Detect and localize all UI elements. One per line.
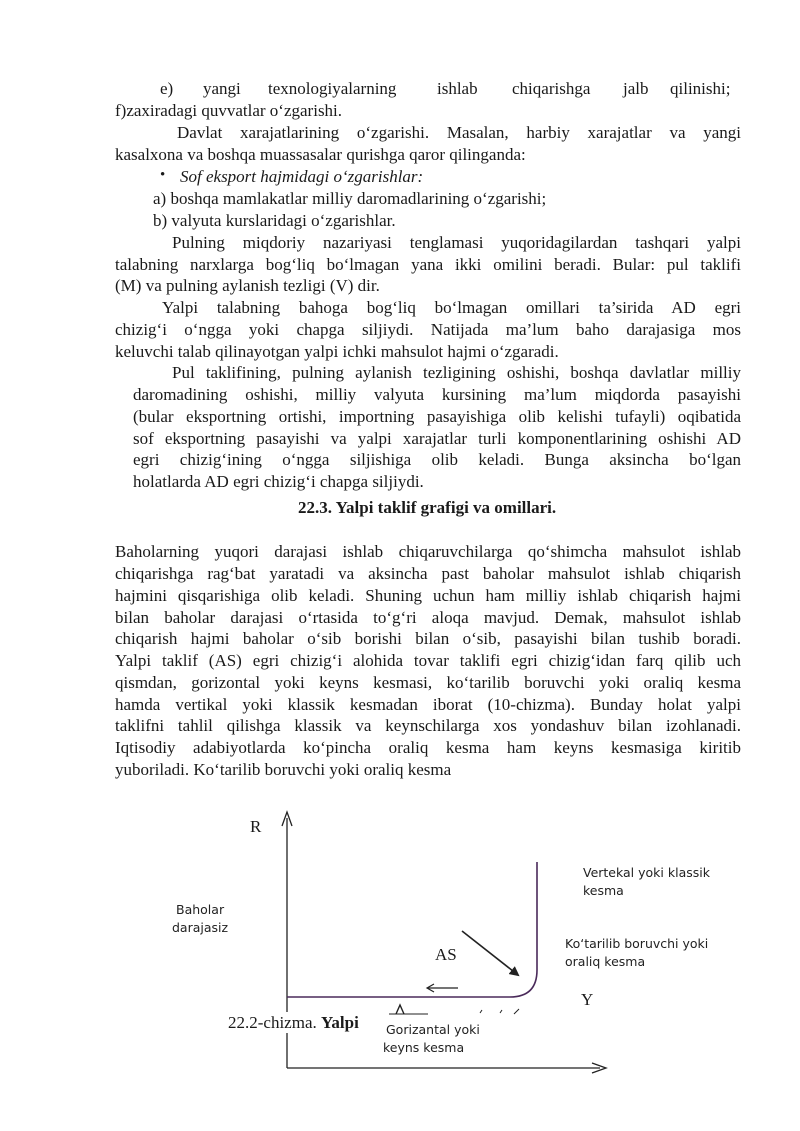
text-line: qismdan, gorizontal yoki keyns kesmasi, ko‘tarilib boruvchi yoki oraliq kesma: [115, 673, 741, 692]
text-line: Yalpi taklif (AS) egri chizig‘i alohida tovar taklifi egri chizig‘idan farq qilib uch: [115, 651, 741, 670]
text-line: holatlarda AD egri chizig‘i chapga siljiydi.: [133, 472, 424, 491]
text-line: yuboriladi. Ko‘tarilib boruvchi yoki oraliq kesma: [115, 760, 452, 779]
text-line: hamda vertikal yoki klassik kesmadan iborat (10-chizma). Bunday holat yalpi: [115, 695, 741, 714]
text-line: ishlab: [437, 79, 478, 98]
caption-glyph-fragment: [514, 1009, 519, 1014]
price-level-label: darajasiz: [172, 920, 229, 935]
text-line: yangi: [203, 79, 241, 98]
list-item: a) boshqa mamlakatlar milliy daromadlarining o‘zgarishi;: [153, 189, 547, 208]
text-line: Davlat xarajatlarining o‘zgarishi. Masalan, harbiy xarajatlar va yangi: [177, 123, 741, 142]
text-line: qilinishi;: [670, 79, 731, 98]
vertical-section-label: kesma: [583, 883, 624, 898]
list-item: b) valyuta kurslaridagi o‘zgarishlar.: [153, 211, 396, 230]
y-axis-label: R: [250, 817, 262, 836]
text-line: Baholarning yuqori darajasi ishlab chiqaruvchilarga qo‘shimcha mahsulot ishlab: [115, 542, 741, 561]
text-line: taklifni tahlil qilishga klassik va keynschilarga xos yondashuv bilan izohlanadi.: [115, 716, 741, 735]
section-heading: 22.3. Yalpi taklif grafigi va omillari.: [298, 498, 557, 517]
text-line: kasalxona va boshqa muassasalar qurishga qaror qilinganda:: [115, 145, 526, 164]
rising-section-label: oraliq kesma: [565, 954, 646, 969]
text-line: hajmini qisqarishiga olib keladi. Shuning uchun ham milliy ishlab chiqarish hajmi: [115, 586, 741, 605]
caption-number: 22.2-chizma.: [228, 1013, 317, 1032]
text-line: talabning narxlarga bog‘liq bo‘lmagan yana ikki omilini beradi. Bular: pul taklifi: [115, 255, 741, 274]
x-axis-label: Y: [581, 990, 594, 1009]
text-line: chiqarishga: [512, 79, 591, 98]
text-line: sof eksportning pasayishi va yalpi xarajatlar turli komponentlarining oshishi AD: [133, 429, 741, 448]
caption-title: Yalpi: [321, 1013, 359, 1032]
text-line: jalb: [623, 79, 649, 98]
caption-glyph-fragment: [480, 1010, 482, 1013]
horizontal-section-label: Gorizantal yoki: [386, 1022, 480, 1037]
text-line: (bular eksportning ortishi, importning pasayishiga olib kelishi tufayli) oqibatida: [133, 407, 741, 426]
text-line: Iqtisodiy adabiyotlarda ko‘pincha oraliq kesma ham keyns kesmasiga kiritib: [115, 738, 741, 757]
text-line: e): [160, 79, 174, 98]
caption-glyph-fragment: [500, 1010, 502, 1013]
text-line: chiqarishga rag‘bat yaratadi va aksincha past baholar mahsulot ishlab chiqarish: [115, 564, 741, 583]
as-curve: [287, 862, 537, 997]
text-line: Sof eksport hajmidagi o‘zgarishlar:: [180, 167, 424, 186]
text-line: Pul taklifining, pulning aylanish tezligining oshishi, boshqa davlatlar milliy: [172, 363, 741, 382]
text-line: Yalpi talabning bahoga bog‘liq bo‘lmagan omillari ta’sirida AD egri: [162, 298, 741, 317]
text-line: bilan baholar darajasi o‘rtasida to‘g‘ri aloqa mavjud. Demak, mahsulot ishlab: [115, 608, 741, 627]
bullet-icon: •: [160, 167, 166, 183]
text-line: texnologiyalarning: [268, 79, 397, 98]
text-line: keluvchi talab qilinayotgan yalpi ichki mahsulot hajmi o‘zgaradi.: [115, 342, 559, 361]
text-line: f)zaxiradagi quvvatlar o‘zgarishi.: [115, 101, 343, 120]
text-line: (M) va pulning aylanish tezligi (V) dir.: [115, 276, 380, 295]
horizontal-section-label: keyns kesma: [383, 1040, 465, 1055]
price-level-label: Baholar: [176, 902, 225, 917]
figure-caption: [228, 1012, 359, 1033]
vertical-section-label: Vertekal yoki klassik: [583, 865, 710, 880]
rising-section-label: Ko‘tarilib boruvchi yoki: [565, 936, 709, 951]
text-line: egri chizig‘ining o‘ngga siljishiga olib keladi. Bunga aksincha bo‘lgan: [133, 450, 741, 469]
caption-glyph-fragment: [396, 1005, 404, 1014]
text-line: chiqarish hajmi baholar o‘sib borishi bilan o‘sib, pasayishi bilan tushib boradi.: [115, 629, 741, 648]
text-line: daromadining oshishi, milliy valyuta kursining ma’lum miqdorda pasayishi: [133, 385, 741, 404]
rising-section-pointer-arrow: [462, 931, 518, 975]
text-line: Pulning miqdoriy nazariyasi tenglamasi yuqoridagilardan tashqari yalpi: [172, 233, 741, 252]
text-line: chizig‘i o‘ngga yoki chapga siljiydi. Natijada ma’lum baho darajasiga mos: [115, 320, 741, 339]
curve-label: AS: [435, 945, 457, 964]
